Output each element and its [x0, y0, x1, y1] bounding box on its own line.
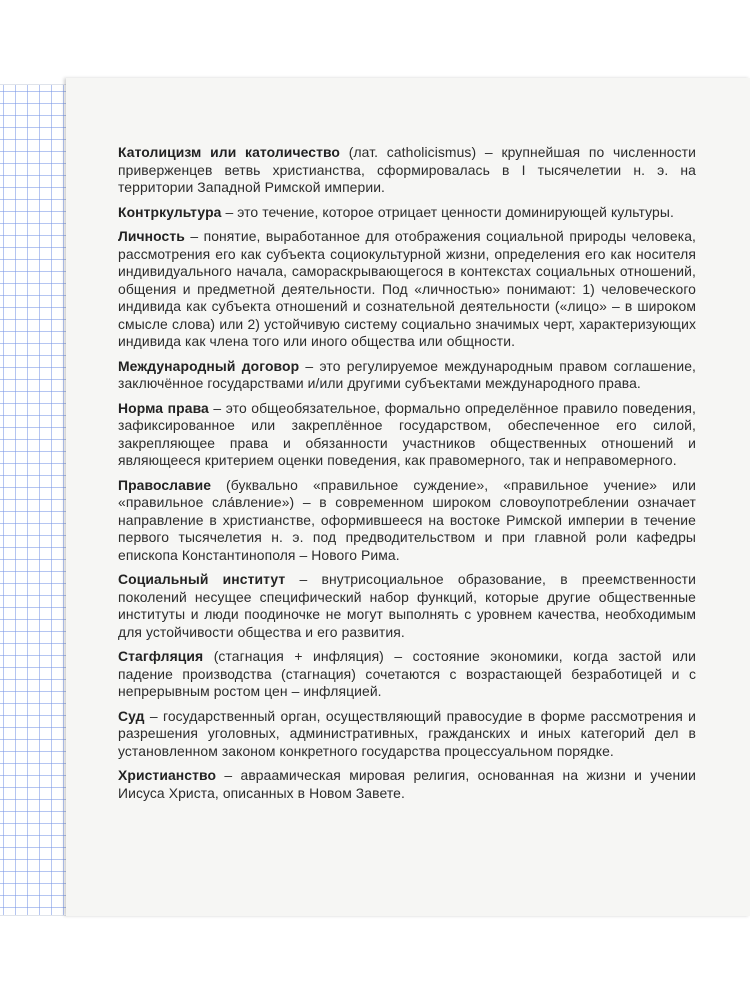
glossary-entry-court: [118, 708, 696, 761]
glossary-entry-orthodoxy: [118, 477, 696, 565]
glossary-definition: – это регулируемое международным правом соглашение, заключённое государствами и/или другими субъектами международного права.: [118, 357, 696, 391]
glossary-entry-personality: [118, 228, 696, 351]
glossary-term: Православие: [118, 476, 212, 493]
glossary-entry-christianity: [118, 767, 696, 802]
glossary-term: Католицизм или католичество: [118, 144, 341, 160]
glossary-definition: (стагнация + инфляция) – состояние экономики, когда застой или падение производства (стагнация) сочетаются с возрастающей безработицей и с непрерывным ростом цен – инфляцией.: [118, 648, 696, 699]
glossary-term: Суд: [118, 707, 145, 724]
glossary-term: Контркультура: [118, 203, 222, 220]
glossary-entry-social-institution: [118, 571, 696, 641]
grid-paper-page: [0, 84, 68, 916]
glossary-entry-legal-norm: [118, 400, 696, 470]
glossary-entry-counterculture: [118, 204, 696, 222]
glossary-definition: – внутрисоциальное образование, в преемственности поколений несущее специфический набор функций, которые другие общественные институты и люди поодиночке не могут выполнять с уровнем качества, необходимым для устойчивости общества и его развития.: [118, 571, 697, 640]
glossary-term: Социальный институт: [118, 571, 286, 587]
glossary-term: Международный договор: [118, 357, 300, 374]
glossary-definition: – государственный орган, осуществляющий правосудие в форме рассмотрения и разрешения уголовных, административных, гражданских и иных категорий дел в установленном законом конкретного государства процессуальном порядке.: [118, 707, 696, 759]
glossary-term: Стагфляция: [118, 648, 204, 664]
glossary-definition: – понятие, выработанное для отображения социальной природы человека, рассмотрения его как субъекта социокультурной жизни, определения его как носителя индивидуального начала, самораскрывающегося в контекстах социальных отношений, общения и предметной деятельности. Под «личностью» понимают: 1) человеческого индивида как субъекта отношений и сознательной деятельности («лицо» – в широком смысле слова) или 2) устойчивую систему социально значимых черт, характеризующих индивида как члена того или иного общества или общности.: [118, 228, 696, 349]
glossary-definition: (лат. catholicismus) – крупнейшая по численности приверженцев ветвь христианства, сформировалась в I тысячелетии н. э. на территории Западной Римской империи.: [118, 144, 696, 195]
text-page: [66, 78, 750, 916]
glossary-definition: – это общеобязательное, формально определённое правило поведения, зафиксированное или закреплённое государством, обеспеченное его силой, закрепляющее права и обязанности участников общественных отношений и являющееся критерием оценки поведения, как правомерного, так и неправомерного.: [118, 399, 696, 468]
glossary-term: Христианство: [118, 767, 217, 783]
glossary-entry-international-treaty: [118, 358, 696, 393]
glossary: [118, 144, 696, 809]
glossary-term: Личность: [118, 228, 185, 244]
glossary-term: Норма права: [118, 399, 209, 416]
glossary-entry-stagflation: [118, 648, 696, 701]
glossary-definition: – это течение, которое отрицает ценности доминирующей культуры.: [221, 203, 674, 220]
glossary-definition: – авраамическая мировая религия, основанная на жизни и учении Иисуса Христа, описанных в Новом Завете.: [118, 767, 696, 801]
glossary-definition: (буквально «правильное суждение», «правильное учение» или «правильное сла́вление») – в современном широком словоупотреблении означает направление в христианстве, оформившееся на востоке Римской империи в течение первого тысячелетия н. э. под предводительством и при главной роли кафедры епископа Константинополя – Нового Рима.: [118, 476, 696, 563]
glossary-entry-catholicism: [118, 144, 696, 197]
